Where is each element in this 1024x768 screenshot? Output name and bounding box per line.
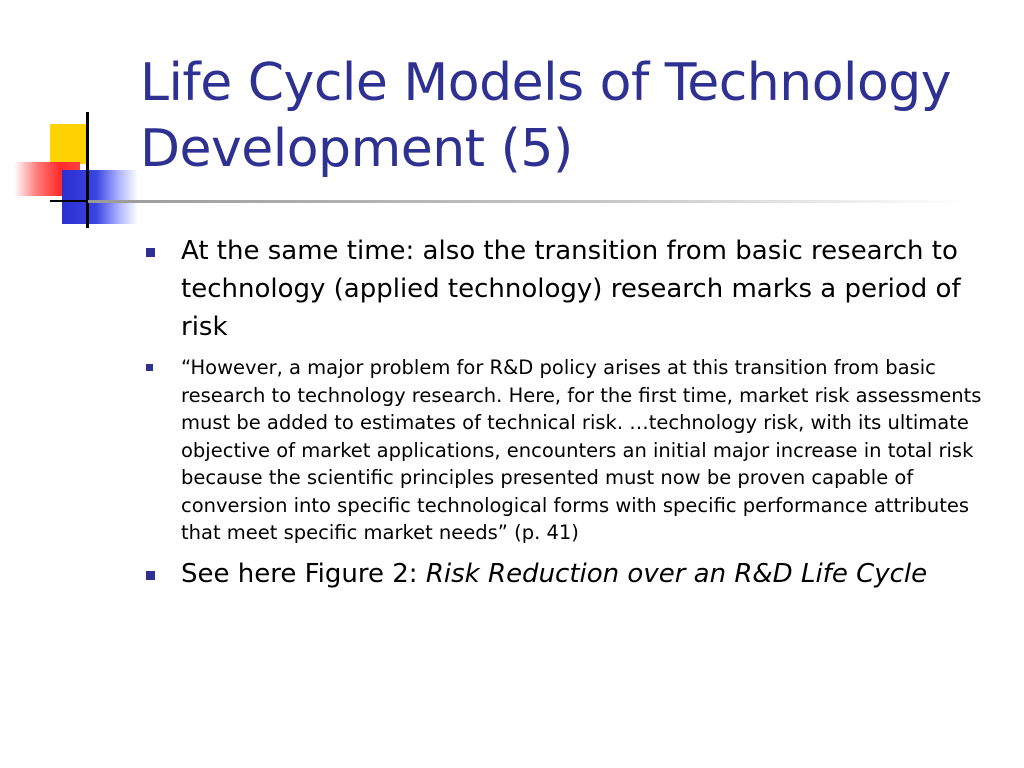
square-bullet-icon	[146, 248, 155, 257]
square-bullet-icon	[146, 364, 153, 371]
bullet-text: At the same time: also the transition from basic research to technology (applied technology) research marks a period of risk	[181, 236, 961, 342]
bullet-text-prefix: See here Figure 2:	[181, 558, 426, 589]
title-divider	[88, 200, 968, 203]
bullet-item-figure-reference	[142, 555, 1000, 593]
figure-title: Risk Reduction over an R&D Life Cycle	[425, 558, 928, 589]
bullet-list	[142, 232, 1000, 601]
logo-vertical-line	[86, 112, 89, 228]
logo-blue-square	[62, 170, 138, 224]
square-bullet-icon	[146, 571, 155, 580]
color-squares-logo-icon	[0, 0, 150, 240]
bullet-text: “However, a major problem for R&D policy arises at this transition from basic research to technology research. Here, for the first time, market risk assessments must be added to estimates of technical risk. …technology risk, with its ultimate objective of market applications, encounters an initial major increase in total risk because the scientific principles presented must now be proven capable of conversion into specific technological forms with specific performance attributes that meet specific market needs” (p. 41)	[181, 356, 982, 544]
slide-title: Life Cycle Models of Technology Development (5)	[140, 53, 952, 179]
bullet-item-quote	[142, 354, 1000, 547]
bullet-item-transition	[142, 232, 1000, 346]
logo-yellow-square	[50, 124, 86, 164]
